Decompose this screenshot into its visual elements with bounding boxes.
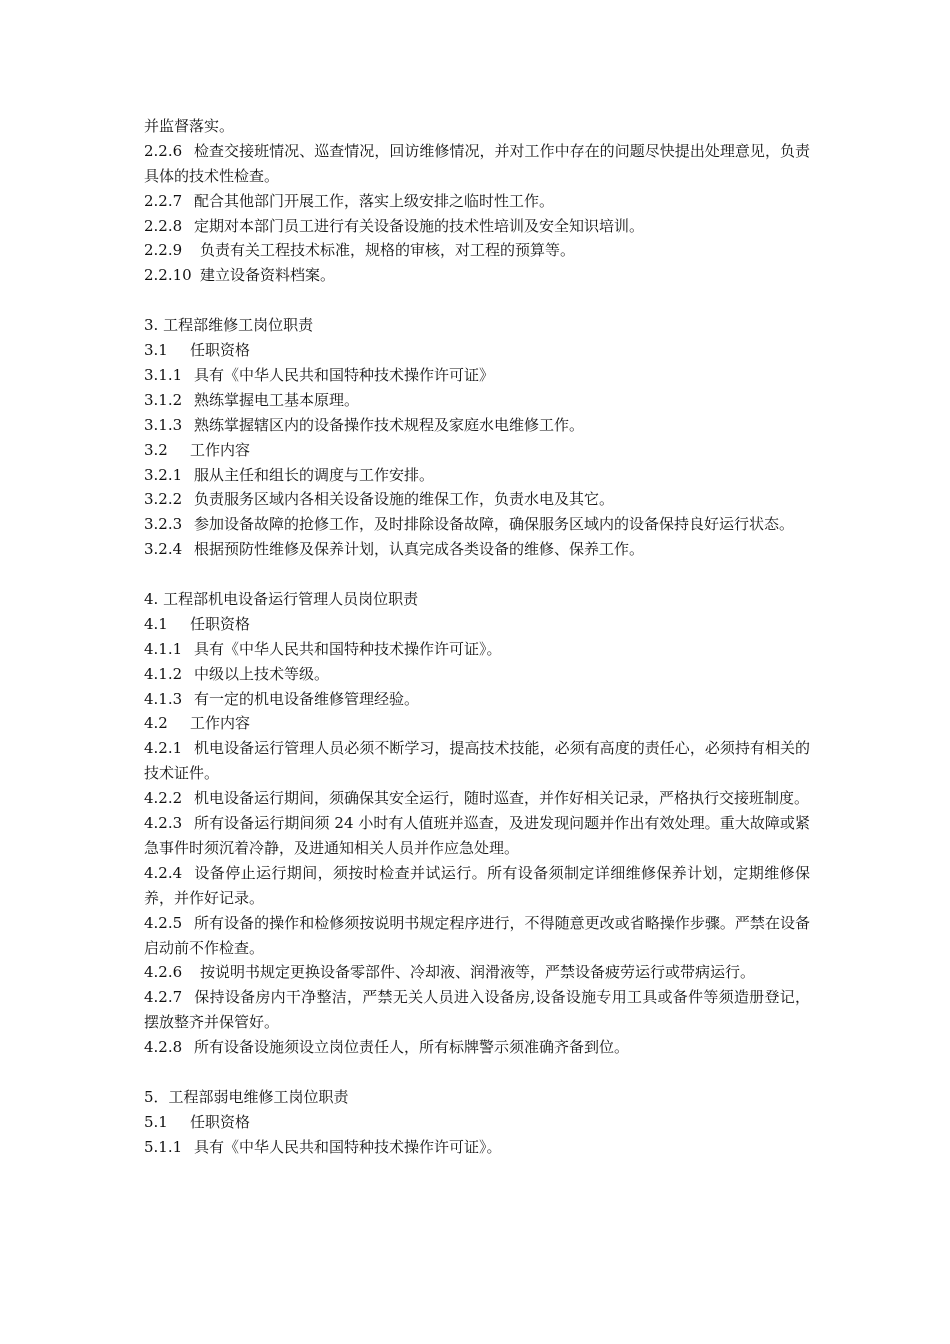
clause-4-2-8	[144, 1035, 810, 1060]
clause-text: 有一定的机电设备维修管理经验。	[194, 689, 420, 708]
section-5-title: 5．工程部弱电维修工岗位职责	[144, 1087, 349, 1106]
clause-number: 4.1.2	[144, 664, 183, 683]
clause-text: 任职资格	[190, 341, 251, 360]
clause-number: 5.1	[144, 1112, 168, 1131]
clause-text: 工作内容	[190, 714, 251, 733]
clause-number: 4.2.1	[144, 739, 183, 758]
clause-2-2-6	[144, 139, 810, 189]
clause-number: 2.2.10	[144, 266, 192, 285]
clause-number: 3.1.1	[144, 365, 183, 384]
clause-5-1-1	[144, 1135, 810, 1160]
clause-3-2	[144, 438, 810, 463]
clause-5-1	[144, 1110, 810, 1135]
clause-text: 机电设备运行期间，须确保其安全运行，随时巡查，并作好相关记录，严格执行交接班制度。	[194, 789, 810, 808]
clause-number: 2.2.9	[144, 241, 183, 260]
clause-2-2-9	[144, 238, 810, 263]
clause-text: 具有《中华人民共和国特种技术操作许可证》。	[194, 639, 502, 658]
clause-text: 设备停止运行期间，须按时检查并试运行。所有设备须制定详细维修保养计划，定期维修保养，并作好记录。	[144, 863, 810, 907]
clause-text: 保持设备房内干净整洁，严禁无关人员进入设备房,设备设施专用工具或备件等须造册登记，摆放整齐并保管好。	[144, 988, 810, 1032]
clause-text: 所有设备的操作和检修须按说明书规定程序进行，不得随意更改或省略操作步骤。严禁在设备启动前不作检查。	[144, 913, 810, 957]
document-page	[144, 114, 810, 1160]
clause-4-2-4	[144, 861, 810, 911]
clause-number: 3.2.4	[144, 540, 183, 559]
clause-number: 3.2	[144, 440, 168, 459]
clause-text: 具有《中华人民共和国特种技术操作许可证》。	[194, 1137, 502, 1156]
clause-text: 具有《中华人民共和国特种技术操作许可证》	[194, 365, 495, 384]
clause-number: 4.2.6	[144, 963, 183, 982]
clause-4-2	[144, 711, 810, 736]
clause-number: 4.1	[144, 614, 168, 633]
clause-4-1-3	[144, 687, 810, 712]
clause-number: 3.1.3	[144, 415, 183, 434]
clause-text: 定期对本部门员工进行有关设备设施的技术性培训及安全知识培训。	[194, 216, 645, 235]
clause-3-2-2	[144, 487, 810, 512]
clause-text: 负责有关工程技术标准，规格的审核，对工程的预算等。	[200, 241, 576, 260]
section-4-title: 4. 工程部机电设备运行管理人员岗位职责	[144, 589, 419, 608]
clause-text: 检查交接班情况、巡查情况，回访维修情况，并对工作中存在的问题尽快提出处理意见，负责具体的技术性检查。	[144, 141, 810, 185]
clause-text: 任职资格	[190, 1112, 251, 1131]
clause-text: 服从主任和组长的调度与工作安排。	[194, 465, 435, 484]
clause-text: 配合其他部门开展工作，落实上级安排之临时性工作。	[194, 191, 555, 210]
clause-number: 3.1.2	[144, 390, 183, 409]
clause-text: 按说明书规定更换设备零部件、冷却液、润滑液等，严禁设备疲劳运行或带病运行。	[200, 963, 756, 982]
clause-2-2-8	[144, 214, 810, 239]
clause-4-2-1	[144, 736, 810, 786]
clause-text: 中级以上技术等级。	[194, 664, 330, 683]
clause-number: 4.2.5	[144, 913, 183, 932]
clause-number: 4.2.2	[144, 789, 183, 808]
clause-text: 根据预防性维修及保养计划，认真完成各类设备的维修、保养工作。	[194, 540, 645, 559]
section-3-title: 3. 工程部维修工岗位职责	[144, 316, 314, 335]
clause-text: 熟练掌握辖区内的设备操作技术规程及家庭水电维修工作。	[194, 415, 585, 434]
clause-number: 4.1.1	[144, 639, 183, 658]
clause-number: 3.1	[144, 341, 168, 360]
clause-4-1	[144, 612, 810, 637]
clause-4-2-6	[144, 960, 810, 985]
clause-number: 3.2.2	[144, 490, 183, 509]
text-line: 并监督落实。	[144, 117, 235, 135]
spacer	[144, 288, 810, 313]
clause-3-1-1	[144, 363, 810, 388]
clause-number: 4.1.3	[144, 689, 183, 708]
clause-number: 5.1.1	[144, 1137, 183, 1156]
clause-4-2-5	[144, 911, 810, 961]
clause-number: 4.2.4	[144, 863, 183, 882]
clause-4-1-1	[144, 637, 810, 662]
clause-text: 建立设备资料档案。	[200, 266, 336, 285]
clause-number: 4.2.8	[144, 1038, 183, 1057]
clause-3-1	[144, 338, 810, 363]
clause-4-1-2	[144, 662, 810, 687]
clause-text: 任职资格	[190, 614, 251, 633]
clause-text: 负责服务区域内各相关设备设施的维保工作，负责水电及其它。	[194, 490, 615, 509]
clause-4-2-2	[144, 786, 810, 811]
clause-text: 工作内容	[190, 440, 251, 459]
clause-number: 2.2.8	[144, 216, 183, 235]
clause-3-2-3	[144, 512, 810, 537]
clause-3-2-4	[144, 537, 810, 562]
spacer	[144, 562, 810, 587]
spacer	[144, 1060, 810, 1085]
clause-3-1-2	[144, 388, 810, 413]
clause-text: 机电设备运行管理人员必须不断学习，提高技术技能，必须有高度的责任心，必须持有相关的技术证件。	[144, 739, 810, 783]
clause-text: 所有设备设施须设立岗位责任人，所有标牌警示须准确齐备到位。	[194, 1038, 630, 1057]
clause-3-1-3	[144, 413, 810, 438]
clause-number: 4.2.3	[144, 814, 183, 833]
clause-text: 参加设备故障的抢修工作，及时排除设备故障，确保服务区域内的设备保持良好运行状态。	[194, 515, 795, 534]
clause-number: 4.2.7	[144, 988, 183, 1007]
clause-2-2-7	[144, 189, 810, 214]
clause-number: 2.2.7	[144, 191, 183, 210]
clause-text: 熟练掌握电工基本原理。	[194, 390, 360, 409]
clause-number: 3.2.1	[144, 465, 183, 484]
clause-3-2-1	[144, 463, 810, 488]
clause-4-2-3	[144, 811, 810, 861]
clause-number: 2.2.6	[144, 141, 183, 160]
clause-4-2-7	[144, 985, 810, 1035]
clause-text: 所有设备运行期间须 24 小时有人值班并巡查，及进发现问题并作出有效处理。重大故障或紧急事件时须沉着冷静，及进通知相关人员并作应急处理。	[144, 814, 810, 857]
clause-2-2-10	[144, 263, 810, 288]
clause-number: 4.2	[144, 714, 168, 733]
clause-number: 3.2.3	[144, 515, 183, 534]
